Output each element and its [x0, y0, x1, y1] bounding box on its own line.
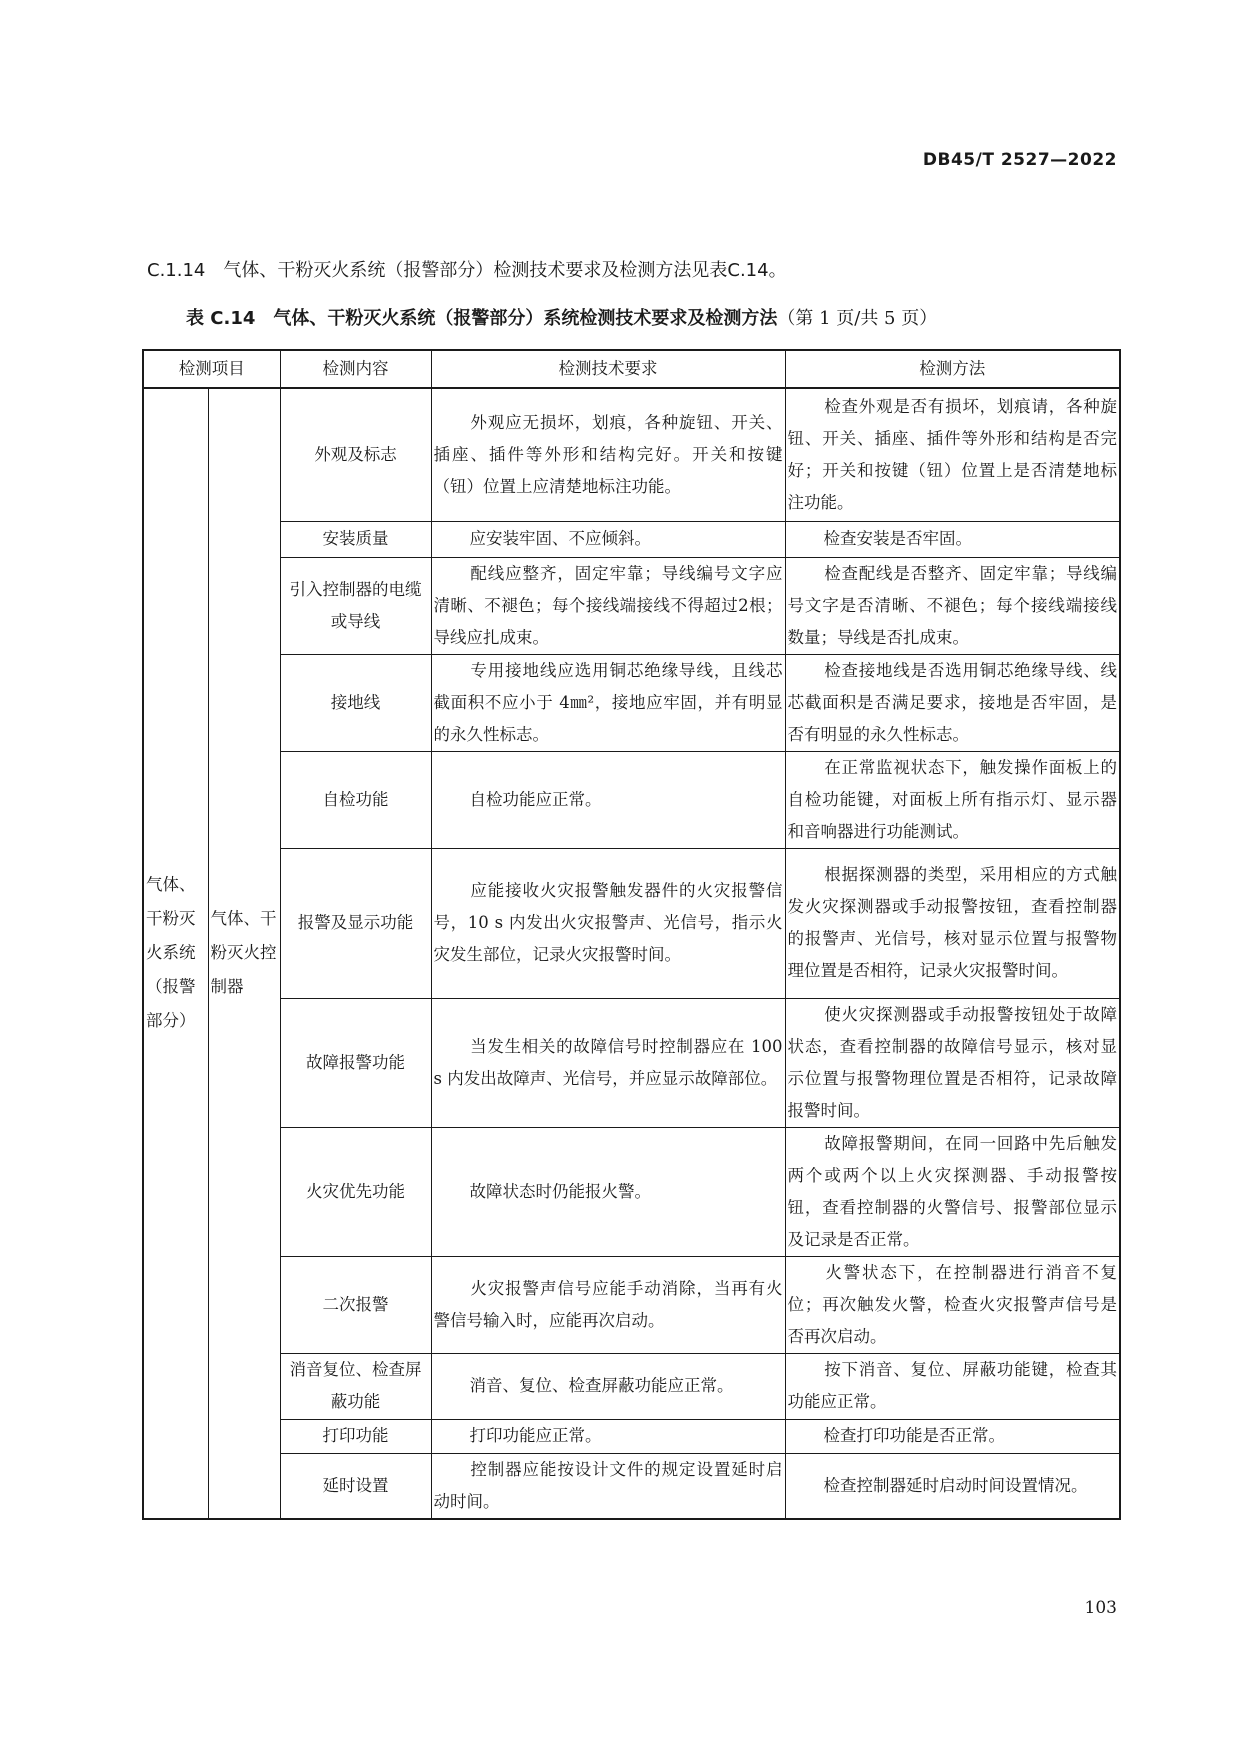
method-cell-text: 检查打印功能是否正常。 [823, 1426, 1005, 1445]
content-cell: 消音复位、检查屏蔽功能 [280, 1353, 431, 1419]
requirement-cell [431, 654, 785, 751]
method-cell-text: 在正常监视状态下，触发操作面板上的自检功能键，对面板上所有指示灯、显示器和音响器进行功能测试。 [787, 757, 1117, 841]
method-cell [785, 1419, 1120, 1453]
content-cell: 打印功能 [280, 1419, 431, 1453]
header-item: 检测项目 [143, 350, 280, 388]
requirement-cell [431, 1419, 785, 1453]
method-cell-text: 检查配线是否整齐、固定牢靠；导线编号文字是否清晰、不褪色；每个接线端接线数量；导线是否扎成束。 [787, 563, 1117, 647]
document-code: DB45/T 2527—2022 [922, 150, 1117, 170]
method-cell [785, 848, 1120, 998]
header-method: 检测方法 [785, 350, 1120, 388]
method-cell [785, 1127, 1120, 1256]
requirement-cell [431, 848, 785, 998]
subcategory-cell: 气体、干粉灭火控制器 [208, 388, 280, 1519]
content-cell: 引入控制器的电缆或导线 [280, 557, 431, 654]
requirement-cell [431, 1353, 785, 1419]
requirement-cell-text: 控制器应能按设计文件的规定设置延时启动时间。 [433, 1459, 783, 1511]
table-title-text: 气体、干粉灭火系统（报警部分）系统检测技术要求及检测方法 [273, 308, 778, 329]
header-content: 检测内容 [280, 350, 431, 388]
table-header-row [143, 350, 1120, 388]
method-cell-text: 使火灾探测器或手动报警按钮处于故障状态，查看控制器的故障信号显示，核对显示位置与报警物理位置是否相符，记录故障报警时间。 [787, 1004, 1117, 1120]
table-row [143, 1256, 1120, 1353]
table-number: 表 C.14 [186, 308, 256, 329]
requirement-cell-text: 应能接收火灾报警触发器件的火灾报警信号，10 s 内发出火灾报警声、光信号，指示火灾发生部位，记录火灾报警时间。 [433, 881, 783, 964]
content-cell: 安装质量 [280, 521, 431, 557]
method-cell-text: 火警状态下，在控制器进行消音不复位；再次触发火警，检查火灾报警声信号是否再次启动。 [787, 1262, 1117, 1346]
table-row [143, 848, 1120, 998]
requirement-cell [431, 751, 785, 848]
requirement-cell-text: 配线应整齐，固定牢靠；导线编号文字应清晰、不褪色；每个接线端接线不得超过2根；导线应扎成束。 [433, 563, 783, 647]
content-cell: 故障报警功能 [280, 998, 431, 1127]
method-cell [785, 557, 1120, 654]
content-cell: 火灾优先功能 [280, 1127, 431, 1256]
inspection-table [142, 349, 1121, 1520]
table-page-info: （第 1 页/共 5 页） [777, 308, 938, 329]
method-cell [785, 388, 1120, 521]
requirement-cell [431, 998, 785, 1127]
method-cell-text: 按下消音、复位、屏蔽功能键，检查其功能应正常。 [787, 1360, 1117, 1411]
section-number: C.1.14 [147, 260, 206, 281]
content-cell: 报警及显示功能 [280, 848, 431, 998]
requirement-cell-text: 打印功能应正常。 [469, 1426, 602, 1445]
requirement-cell-text: 外观应无损坏，划痕，各种旋钮、开关、插座、插件等外形和结构完好。开关和按键（钮）位置上应清楚地标注功能。 [433, 412, 783, 496]
method-cell [785, 1256, 1120, 1353]
requirement-cell [431, 1453, 785, 1519]
requirement-cell [431, 1127, 785, 1256]
category-cell: 气体、干粉灭火系统（报警部分） [143, 388, 208, 1519]
table-row [143, 751, 1120, 848]
content-cell: 二次报警 [280, 1256, 431, 1353]
table-row [143, 388, 1120, 521]
requirement-cell-text: 专用接地线应选用铜芯绝缘导线，且线芯截面积不应小于 4㎜²，接地应牢固，并有明显的永久性标志。 [433, 660, 783, 744]
table-row [143, 521, 1120, 557]
requirement-cell-text: 应安装牢固、不应倾斜。 [469, 529, 651, 548]
requirement-cell [431, 557, 785, 654]
method-cell [785, 751, 1120, 848]
requirement-cell [431, 1256, 785, 1353]
method-cell [785, 1453, 1120, 1519]
method-cell-text: 检查安装是否牢固。 [823, 529, 972, 548]
table-row [143, 1453, 1120, 1519]
table-title [186, 304, 937, 330]
method-cell [785, 1353, 1120, 1419]
table-row [143, 654, 1120, 751]
requirement-cell-text: 自检功能应正常。 [469, 789, 602, 809]
content-cell: 接地线 [280, 654, 431, 751]
header-requirement: 检测技术要求 [431, 350, 785, 388]
requirement-cell-text: 故障状态时仍能报火警。 [469, 1181, 651, 1201]
requirement-cell-text: 消音、复位、检查屏蔽功能应正常。 [469, 1376, 734, 1395]
table-row [143, 557, 1120, 654]
method-cell-text: 检查外观是否有损坏，划痕请，各种旋钮、开关、插座、插件等外形和结构是否完好；开关和按键（钮）位置上是否清楚地标注功能。 [787, 396, 1117, 512]
table-row [143, 1127, 1120, 1256]
content-cell: 外观及标志 [280, 388, 431, 521]
table-row [143, 1419, 1120, 1453]
method-cell-text: 检查接地线是否选用铜芯绝缘导线、线芯截面积是否满足要求，接地是否牢固，是否有明显的永久性标志。 [787, 660, 1117, 744]
method-cell-text: 检查控制器延时启动时间设置情况。 [823, 1475, 1088, 1495]
requirement-cell [431, 521, 785, 557]
method-cell-text: 故障报警期间，在同一回路中先后触发两个或两个以上火灾探测器、手动报警按钮，查看控制器的火警信号、报警部位显示及记录是否正常。 [787, 1133, 1117, 1249]
section-heading [147, 256, 787, 282]
content-cell: 延时设置 [280, 1453, 431, 1519]
requirement-cell-text: 当发生相关的故障信号时控制器应在 100 s 内发出故障声、光信号，并应显示故障部位。 [433, 1036, 783, 1088]
table-row [143, 1353, 1120, 1419]
method-cell [785, 998, 1120, 1127]
section-text: 气体、干粉灭火系统（报警部分）检测技术要求及检测方法见表C.14。 [223, 260, 787, 281]
method-cell [785, 521, 1120, 557]
requirement-cell-text: 火灾报警声信号应能手动消除，当再有火警信号输入时，应能再次启动。 [433, 1278, 783, 1330]
page-number: 103 [1084, 1598, 1117, 1618]
content-cell: 自检功能 [280, 751, 431, 848]
method-cell-text: 根据探测器的类型，采用相应的方式触发火灾探测器或手动报警按钮，查看控制器的报警声、光信号，核对显示位置与报警物理位置是否相符，记录火灾报警时间。 [787, 865, 1117, 980]
requirement-cell [431, 388, 785, 521]
method-cell [785, 654, 1120, 751]
table-row [143, 998, 1120, 1127]
